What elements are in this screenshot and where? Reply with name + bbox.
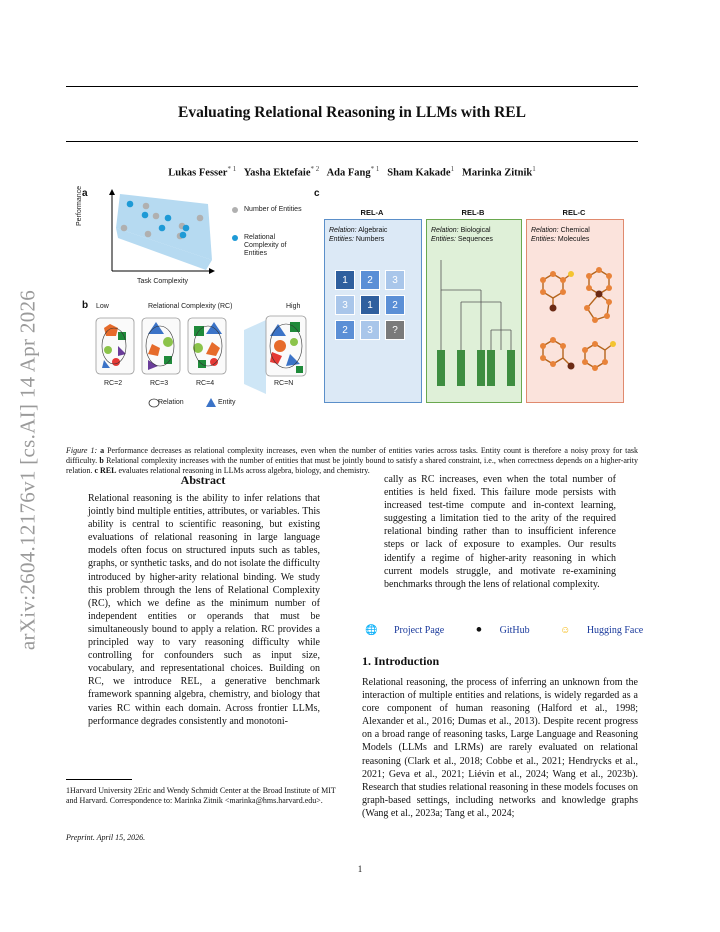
legend-relation: Relation <box>158 399 184 406</box>
rel-c-panel <box>526 219 624 403</box>
legend-relational-complexity: Relational Complexity of Entities <box>244 234 287 257</box>
affiliation-footnote: 1Harvard University 2Eric and Wendy Schmidt Center at the Broad Institute of MIT and Harvard. Correspondence to: Marinka Zitnik <marinka@hms.harvard.edu>. <box>66 786 336 805</box>
rel-a-title: REL-A <box>360 208 384 217</box>
rel-a-grid-cell: ? <box>385 320 405 340</box>
legend-number-of-entities: Number of Entities <box>244 206 302 213</box>
rel-b-description: Relation: Biological Entities: Sequences <box>431 227 493 243</box>
rel-a-grid-cell: 2 <box>335 320 355 340</box>
author-list: Lukas Fesser$^{* 1}$ Yasha Ektefaie$^{* 2}$ Ada Fang$^{* 1}$ Sham Kakade$^1$ Marinka Zitnik$^1$ <box>168 165 536 179</box>
abstract-left-column <box>88 492 320 728</box>
figure-1-caption: Figure 1: a Performance decreases as relational complexity increases, even when the number of entities varies across tasks. Entity count is therefore a noisy proxy for task difficulty. b Relational complexity increases with the number of entities that must be jointly bound to satisfy a shared constraint, i.e., when correctness depends on a higher-arity relation. c REL evaluates relational reasoning in LLMs across algebra, biology, and chemistry. <box>66 446 639 475</box>
author-name: Marinka Zitnik <box>461 167 533 179</box>
rel-a-panel <box>324 219 422 403</box>
introduction-heading: 1. Introduction <box>362 654 440 668</box>
rel-b-panel <box>426 219 522 403</box>
panel-a-label: a <box>82 188 88 199</box>
paper-title: Evaluating Relational Reasoning in LLMs with REL <box>178 104 526 121</box>
legend-entity: Entity <box>218 399 236 406</box>
rel-a-description: Relation: Algebraic Entities: Numbers <box>329 227 388 243</box>
title-bottom-rule <box>66 141 638 142</box>
introduction-paragraph: Relational reasoning, the process of inferring an unknown from the interaction of multiple entities and relations, is widely regarded as a core component of human reasoning (Halford et al., 1998; Alexander et al., 2016; Dumas et al., 2013). Despite recent progress on a broad range of reasoning tasks, Large Language and Reasoning Models (LLMs and LRMs) are rarely evaluated on relational reasoning (Clark et al., 2018; Cobbe et al., 2021; Hendrycks et al., 2021; Geva et al., 2021; Liévin et al., 2024; Wang et al., 2023b). Research that studies relational reasoning in these models focuses on graph-based settings, including networks and knowledge graphs (Wang et al., 2023a; Tang et al., 2024; <box>362 677 638 819</box>
rc-label-n: RC=N <box>274 380 294 387</box>
author-name: Lukas Fesser <box>168 167 228 179</box>
panel-a-xlabel: Task Complexity <box>137 278 188 285</box>
panel-b-high: High <box>286 303 301 310</box>
panel-b-illustration <box>94 312 310 410</box>
rel-a-grid-cell: 2 <box>385 295 405 315</box>
rel-b-tree <box>431 260 517 400</box>
abstract-heading: Abstract <box>180 473 226 487</box>
rc-label-3: RC=3 <box>150 380 169 387</box>
rel-a-grid-cell: 3 <box>335 295 355 315</box>
project-links <box>365 625 671 636</box>
rel-c-molecules <box>529 258 621 398</box>
introduction-column <box>362 676 638 820</box>
page-number: 1 <box>357 864 363 874</box>
author-name: Ada Fang <box>326 167 371 179</box>
rel-a-grid <box>335 270 413 340</box>
rel-c-title: REL-C <box>562 208 586 217</box>
rel-a-grid-cell: 3 <box>360 320 380 340</box>
rel-a-grid-cell: 2 <box>360 270 380 290</box>
rel-a-grid-cell: 1 <box>335 270 355 290</box>
footnote-rule <box>66 779 132 780</box>
arxiv-sidebar-id: arXiv:2604.12176v1 [cs.AI] 14 Apr 2026 <box>15 289 40 651</box>
panel-b-low: Low <box>96 303 109 310</box>
author-name: Sham Kakade <box>387 167 451 179</box>
abstract-right-column <box>384 473 616 591</box>
panel-b-label: b <box>82 300 89 311</box>
rel-a-grid-cell: 1 <box>360 295 380 315</box>
hugging-face-icon: ☺ <box>560 625 571 636</box>
github-link[interactable]: ⚫ GitHub <box>474 625 530 636</box>
hugging-face-link[interactable]: ☺ Hugging Face <box>560 625 644 636</box>
abstract-text-left: Relational reasoning is the ability to infer relations that jointly bind multiple entities, attributes, or variables. This ability is central to scientific reasoning, but existing evaluations of relational reasoning in large language models often focus on structured inputs such as tables, graphs, or synthetic tasks, and do not isolate the difficulty introduced by higher-arity relational binding. We study this problem through the lens of Relational Complexity (RC), which we define as the minimum number of independent entities or operands that must be simultaneously bound to apply a relation. RC provides a principled way to vary reasoning difficulty while controlling for confounders such as input size, vocabulary, and representational choices. Building on RC, we introduce REL, a generative benchmark framework spanning algebra, chemistry, and biology that varies RC within each domain. Across frontier LLMs, performance degrades consistently and monotoni- <box>88 493 320 727</box>
rc-label-2: RC=2 <box>104 380 123 387</box>
rel-c-description: Relation: Chemical Entities: Molecules <box>531 227 590 243</box>
preprint-date: Preprint. April 15, 2026. <box>66 833 146 842</box>
panel-b-title: Relational Complexity (RC) <box>148 303 233 310</box>
panel-a-ylabel: Performance <box>76 185 83 226</box>
title-top-rule <box>66 86 638 87</box>
rel-a-grid-cell: 3 <box>385 270 405 290</box>
rel-b-title: REL-B <box>461 208 485 217</box>
project-page-link[interactable]: 🌐 Project Page <box>365 625 445 636</box>
rc-label-4: RC=4 <box>196 380 215 387</box>
author-name: Yasha Ektefaie <box>243 167 311 179</box>
abstract-text-right: cally as RC increases, even when the total number of entities is held fixed. This failure mode persists with increased test-time compute and in-context learning, suggesting a limitation tied to the arity of the required relational binding rather than to insufficient inference steps or lack of exposure to examples. Our results identify a regime of higher-arity reasoning in which current models struggle, and motivate re-examining benchmarks through the lens of relational complexity. <box>384 474 616 590</box>
github-icon: ⚫ <box>474 625 484 636</box>
panel-c-label: c <box>314 188 320 199</box>
globe-icon: 🌐 <box>365 625 378 636</box>
